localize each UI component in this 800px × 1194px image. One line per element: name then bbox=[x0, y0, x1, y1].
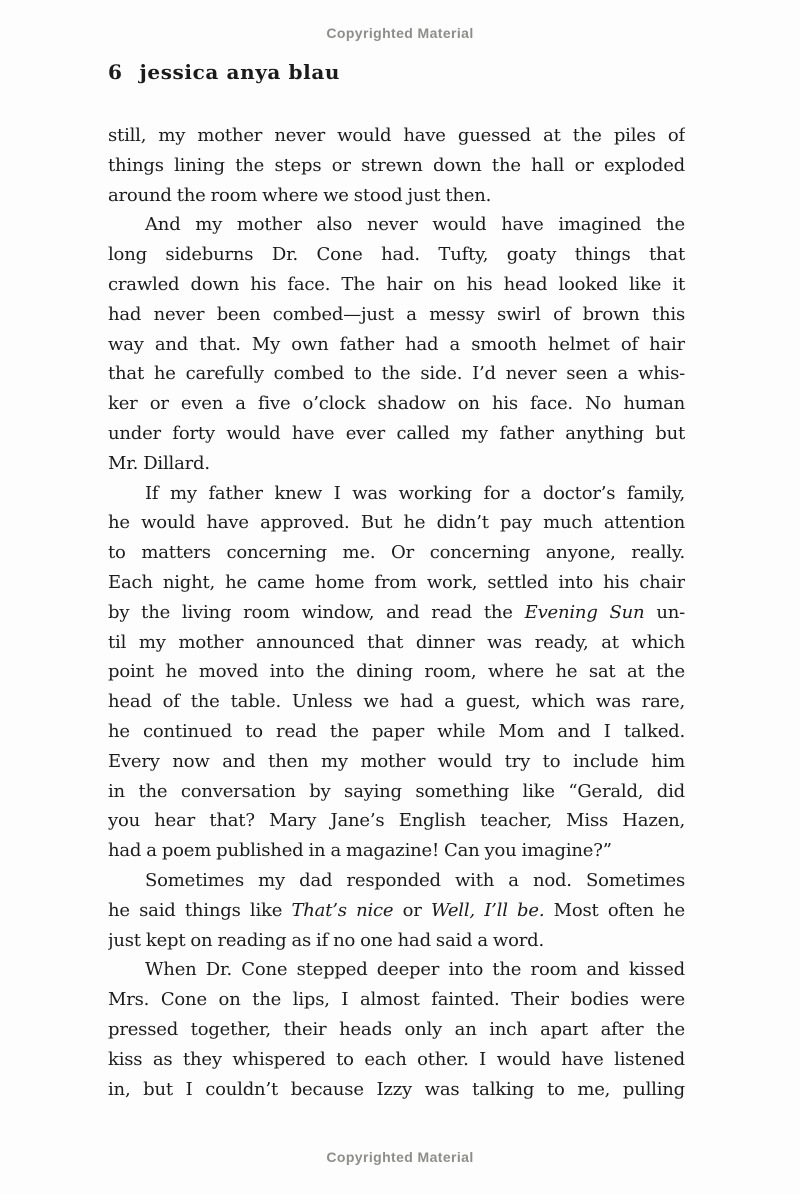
text-line: way and that. My own father had a smooth helmet of hair bbox=[108, 333, 685, 355]
text-line: things lining the steps or strewn down the hall or exploded bbox=[108, 154, 685, 176]
text-line: still, my mother never would have guessed at the piles of bbox=[108, 125, 685, 146]
copyright-notice-top: Copyrighted Material bbox=[326, 25, 474, 41]
text-line: in, but I couldn’t because Izzy was talking to me, pulling bbox=[108, 1078, 685, 1100]
text-line: by the living room window, and read the Evening Sun un- bbox=[108, 601, 685, 623]
text-line: If my father knew I was working for a doctor’s family, bbox=[145, 482, 685, 504]
text-line: under forty would have ever called my father anything but bbox=[108, 422, 685, 444]
text-line: til my mother announced that dinner was ready, at which bbox=[108, 631, 685, 653]
text-line: he continued to read the paper while Mom and I talked. bbox=[108, 720, 685, 742]
text-line: he said things like That’s nice or Well, I’ll be. Most often he bbox=[108, 899, 685, 921]
page-number: 6 bbox=[108, 60, 123, 84]
text-line: Every now and then my mother would try to include him bbox=[108, 750, 685, 772]
text-line: in the conversation by saying something like “Gerald, did bbox=[108, 780, 685, 802]
text-line: Mrs. Cone on the lips, I almost fainted. Their bodies were bbox=[108, 989, 685, 1011]
page-body bbox=[108, 121, 685, 1104]
text-line: to matters concerning me. Or concerning anyone, really. bbox=[108, 542, 685, 564]
text-line: head of the table. Unless we had a guest, which was rare, bbox=[108, 691, 685, 713]
page-header bbox=[108, 60, 340, 84]
running-title: jessica anya blau bbox=[139, 60, 341, 84]
text-line: kiss as they whispered to each other. I would have listened bbox=[108, 1048, 685, 1070]
text-line: Mr. Dillard. bbox=[108, 452, 210, 474]
text-line: pressed together, their heads only an inch apart after the bbox=[108, 1018, 685, 1040]
text-line: Each night, he came home from work, settled into his chair bbox=[108, 571, 685, 593]
copyright-notice-bottom: Copyrighted Material bbox=[326, 1149, 474, 1165]
text-line: that he carefully combed to the side. I’d never seen a whis- bbox=[108, 363, 685, 385]
text-line: around the room where we stood just then. bbox=[108, 184, 492, 206]
text-line: ker or even a five o’clock shadow on his face. No human bbox=[108, 393, 685, 415]
text-line: Sometimes my dad responded with a nod. Sometimes bbox=[145, 869, 685, 891]
text-line: crawled down his face. The hair on his head looked like it bbox=[108, 273, 685, 295]
text-line: point he moved into the dining room, where he sat at the bbox=[108, 661, 685, 683]
text-line: And my mother also never would have imagined the bbox=[145, 214, 685, 236]
text-line: long sideburns Dr. Cone had. Tufty, goaty things that bbox=[108, 244, 685, 266]
text-line: had never been combed—just a messy swirl of brown this bbox=[108, 303, 685, 325]
text-line: When Dr. Cone stepped deeper into the room and kissed bbox=[145, 959, 685, 981]
text-line: just kept on reading as if no one had said a word. bbox=[108, 929, 545, 951]
text-line: he would have approved. But he didn’t pay much attention bbox=[108, 512, 685, 534]
text-line: you hear that? Mary Jane’s English teacher, Miss Hazen, bbox=[108, 810, 685, 832]
text-line: had a poem published in a magazine! Can you imagine?” bbox=[108, 840, 612, 862]
